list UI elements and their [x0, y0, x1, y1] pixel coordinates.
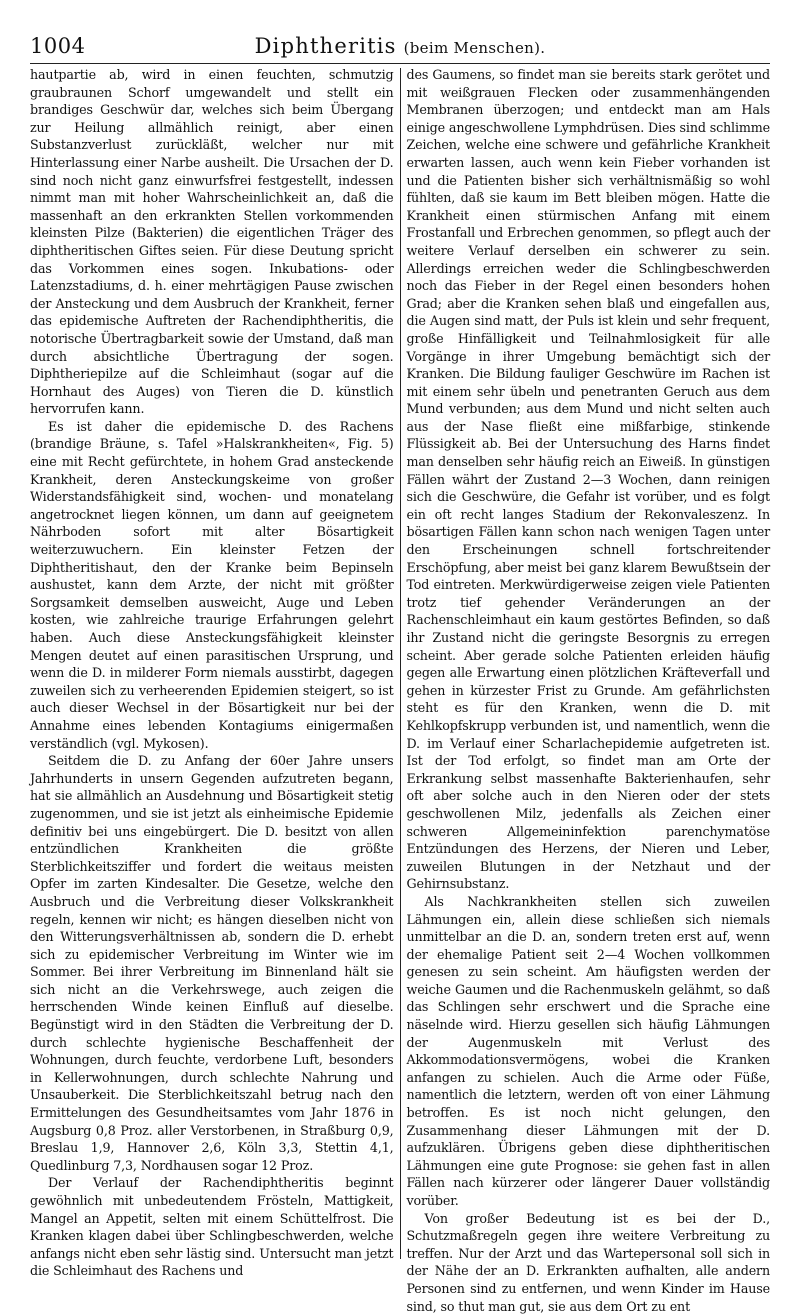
- running-head-subtitle: (beim Menschen).: [403, 39, 546, 57]
- page-header: [30, 34, 770, 62]
- paragraph: Von großer Bedeutung ist es bei der D., Schutzmaßregeln gegen ihre weitere Verbreitung zu treffen. Nur der Arzt und das Wartepersonal soll sich in der Nähe der an D. Erkrankten aufhalten, alle andern Personen sind zu entfernen, und wenn Kinder im Hause sind, so thut man gut, sie aus dem Ort zu ent: [406, 1210, 770, 1314]
- paragraph: Es ist daher die epidemische D. des Rachens (brandige Bräune, s. Tafel »Halskrankheiten«, Fig. 5) eine mit Recht gefürchtete, in hohem Grad ansteckende Krankheit, deren Ansteckungskeime von großer Widerstandsfähigkeit sind, wochen- und monatelang angetrocknet liegen können, um dann auf geeignetem Nährboden sofort mit alter Bösartigkeit weiterzuwuchern. Ein kleinster Fetzen der Diphtheritishaut, den der Kranke beim Bepinseln aushustet, kann dem Arzte, der nicht mit größter Sorgsamkeit demselben ausweicht, Auge und Leben kosten, wie zahlreiche traurige Erfahrungen gelehrt haben. Auch diese Ansteckungsfähigkeit kleinster Mengen deutet auf einen parasitischen Ursprung, und wenn die D. in milderer Form niemals ausstirbt, dagegen zuweilen sich zu verheerenden Epidemien steigert, so ist auch dieser Wechsel in der Bösartigkeit nur bei der Annahme eines lebenden Kontagiums einigermaßen verständlich (vgl. Mykosen).: [30, 418, 394, 751]
- right-column: [400, 66, 770, 1314]
- left-column: [30, 66, 400, 1279]
- paragraph: Seitdem die D. zu Anfang der 60er Jahre unsers Jahrhunderts in unsern Gegenden aufzutreten begann, hat sie allmählich an Ausdehnung und Bösartigkeit stetig zugenommen, und sie ist jetzt als einheimische Epidemie definitiv bei uns eingebürgert. Die D. besitzt von allen entzündlichen Krankheiten die größte Sterblichkeitsziffer und fordert die weitaus meisten Opfer im zarten Kindesalter. Die Gesetze, welche den Ausbruch und die Verbreitung dieser Volkskrankheit regeln, kennen wir nicht; es hängen dieselben nicht von den Witterungsverhältnissen ab, sondern die D. erhebt sich zu epidemischer Verbreitung im Winter wie im Sommer. Bei ihrer Verbreitung im Binnenland hält sie sich nicht an die Verkehrswege, auch zeigen die herrschenden Winde keinen Einfluß auf dieselbe. Begünstigt wird in den Städten die Verbreitung der D. durch schlechte hygienische Beschaffenheit der Wohnungen, durch feuchte, verdorbene Luft, besonders in Kellerwohnungen, durch schlechte Nahrung und Unsauberkeit. Die Sterblichkeitszahl betrug nach den Ermittelungen des Gesundheitsamtes vom Jahr 1876 in Augsburg 0,8 Proz. aller Verstorbenen, in Straßburg 0,9, Breslau 1,9, Hannover 2,6, Köln 3,3, Stettin 4,1, Quedlinburg 7,3, Nordhausen sogar 12 Proz.: [30, 753, 394, 1173]
- paragraph: des Gaumens, so findet man sie bereits stark gerötet und mit weißgrauen Flecken oder zusammenhängenden Membranen überzogen; und entdeckt man am Hals einige angeschwollene Lymphdrüsen. Dies sind schlimme Zeichen, welche eine schwere und gefährliche Krankheit erwarten lassen, auch wenn kein Fieber vorhanden ist und die Patienten bisher sich verhältnismäßig so wohl fühlten, daß sie kaum im Bett bleiben mögen. Hatte die Krankheit einen stürmischen Anfang mit einem Frostanfall und Erbrechen genommen, so pflegt auch der weitere Verlauf derselben ein schwerer zu sein. Allerdings erreichen weder die Schlingbeschwerden noch das Fieber in der Regel einen besonders hohen Grad; aber die Kranken sehen blaß und eingefallen aus, die Augen sind matt, der Puls ist klein und sehr frequent, große Hinfälligkeit und Teilnahmlosigkeit für alle Vorgänge in ihrer Umgebung bemächtigt sich der Kranken. Die Bildung fauliger Geschwüre im Rachen ist mit einem sehr übeln und penetranten Geruch aus dem Mund verbunden; aus dem Mund und nicht selten auch aus der Nase fließt eine mißfarbige, stinkende Flüssigkeit ab. Bei der Untersuchung des Harns findet man denselben sehr häufig reich an Eiweiß. In günstigen Fällen währt der Zustand 2—3 Wochen, dann reinigen sich die Geschwüre, die Gefahr ist vorüber, und es folgt ein oft recht langes Stadium der Rekonvaleszenz. In bösartigen Fällen kann schon nach wenigen Tagen unter den Erscheinungen schnell fortschreitender Erschöpfung, aber meist bei ganz klarem Bewußtsein der Tod eintreten. Merkwürdigerweise zeigen viele Patienten trotz tief gehender Veränderungen an der Rachenschleimhaut ein kaum gestörtes Befinden, so daß ihr Zustand nicht die geringste Besorgnis zu erregen scheint. Aber gerade solche Patienten erleiden häufig gegen alle Erwartung einen plötzlichen Kräfteverfall und gehen in kürzester Frist zu Grunde. Am gefährlichsten steht es für den Kranken, wenn die D. mit Kehlkopfskrupp verbunden ist, und namentlich, wenn die D. im Verlauf einer Scharlachepidemie aufgetreten ist. Ist der Tod erfolgt, so findet man am Orte der Erkrankung selbst massenhafte Bakterienhaufen, sehr oft aber solche auch in den Nieren oder der stets geschwollenen Milz, jedenfalls als Zeichen einer schweren Allgemeininfektion parenchymatöse Entzündungen des Herzens, der Nieren und Leber, zuweilen Blutungen in der Netzhaut und der Gehirnsubstanz.: [406, 67, 770, 892]
- page-number: 1004: [30, 34, 86, 58]
- header-rule: [30, 63, 770, 64]
- paragraph: Der Verlauf der Rachendiphtheritis beginnt gewöhnlich mit unbedeutendem Frösteln, Mattigkeit, Mangel an Appetit, selten mit einem Schüttelfrost. Die Kranken klagen dabei über Schlingbeschwerden, welche anfangs nicht eben sehr lästig sind. Untersucht man jetzt die Schleimhaut des Rachens und: [30, 1175, 394, 1279]
- running-head-title: Diphtheritis: [254, 34, 397, 58]
- running-head: [30, 34, 770, 58]
- paragraph: Als Nachkrankheiten stellen sich zuweilen Lähmungen ein, allein diese schließen sich niemals unmittelbar an die D. an, sondern treten erst auf, wenn der ehemalige Patient seit 2—4 Wochen vollkommen genesen zu sein scheint. Am häufigsten werden der weiche Gaumen und die Rachenmuskeln gelähmt, so daß das Schlingen sehr erschwert und die Sprache eine näselnde wird. Hierzu gesellen sich häufig Lähmungen der Augenmuskeln mit Verlust des Akkommodationsvermögens, wobei die Kranken anfangen zu schielen. Auch die Arme oder Füße, namentlich die letztern, werden oft von einer Lähmung betroffen. Es ist noch nicht gelungen, den Zusammenhang dieser Lähmungen mit der D. aufzuklären. Übrigens geben diese diphtheritischen Lähmungen eine gute Prognose: sie gehen fast in allen Fällen nach kürzerer oder längerer Dauer vollständig vorüber.: [406, 893, 770, 1208]
- paragraph: hautpartie ab, wird in einen feuchten, schmutzig graubraunen Schorf umgewandelt und stellt ein brandiges Geschwür dar, welches sich beim Übergang zur Heilung allmählich reinigt, aber einen Substanzverlust zurückläßt, welcher nur mit Hinterlassung einer Narbe ausheilt. Die Ursachen der D. sind noch nicht ganz einwurfsfrei festgestellt, indessen nimmt man mit hoher Wahrscheinlichkeit an, daß die massenhaft an den erkrankten Stellen vorkommenden kleinsten Pilze (Bakterien) die eigentlichen Träger des diphtheritischen Giftes seien. Für diese Deutung spricht das Vorkommen eines sogen. Inkubations- oder Latenzstadiums, d. h. einer mehrtägigen Pause zwischen der Ansteckung und dem Ausbruch der Krankheit, ferner das epidemische Auftreten der Rachendiphtheritis, die notorische Übertragbarkeit sowie der Umstand, daß man durch absichtliche Übertragung der sogen. Diphtheriepilze auf die Schleimhaut (sogar auf die Hornhaut des Auges) von Tieren die D. künstlich hervorrufen kann.: [30, 67, 394, 417]
- text-columns: [30, 66, 770, 1314]
